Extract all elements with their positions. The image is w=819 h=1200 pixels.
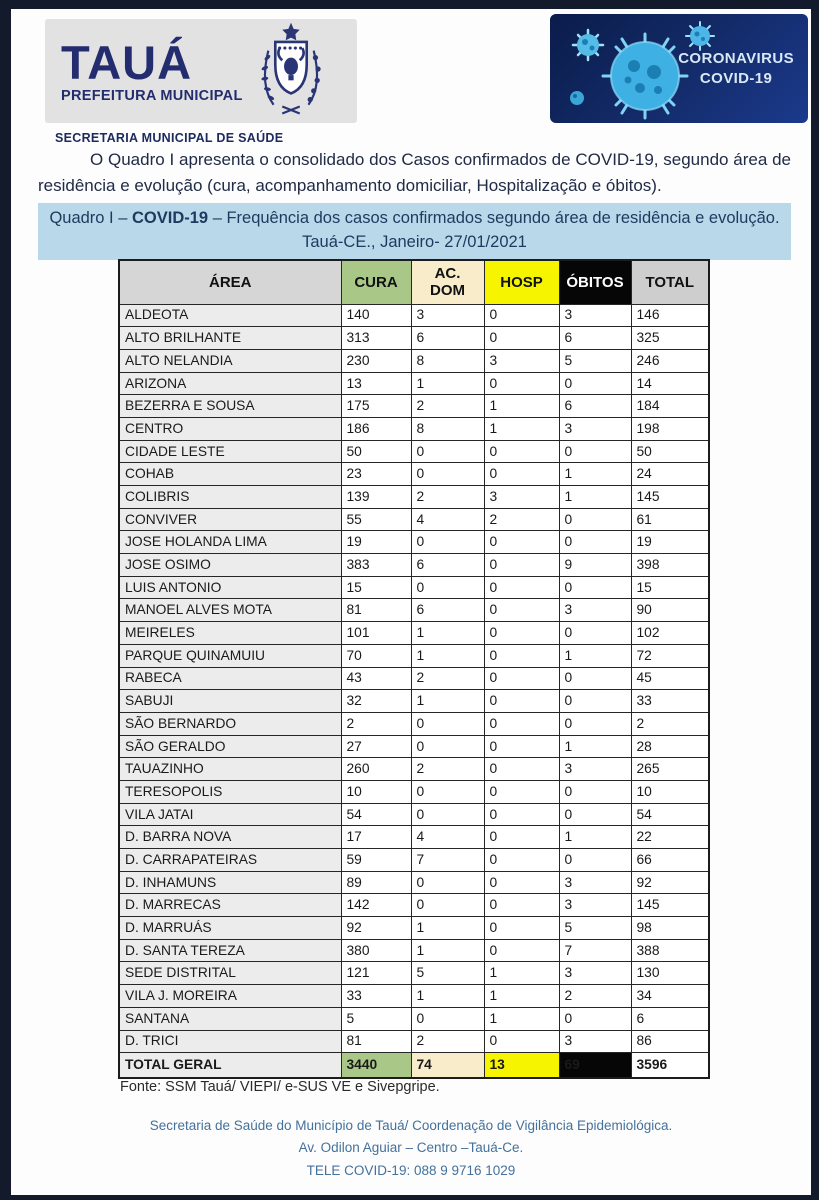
- area-cell: VILA J. MOREIRA: [119, 985, 341, 1008]
- logo-subtitle: PREFEITURA MUNICIPAL: [61, 87, 243, 104]
- value-cell: 1: [411, 372, 484, 395]
- value-cell: 10: [631, 780, 709, 803]
- table-row: [119, 576, 709, 599]
- value-cell: 1: [559, 486, 631, 509]
- banner-line1: CORONAVIRUS: [678, 49, 794, 67]
- value-cell: 1: [484, 985, 559, 1008]
- value-cell: 0: [411, 463, 484, 486]
- total-hosp-cell: 13: [484, 1053, 559, 1078]
- table-row: [119, 735, 709, 758]
- value-cell: 383: [341, 554, 411, 577]
- value-cell: 0: [484, 440, 559, 463]
- area-cell: SÃO GERALDO: [119, 735, 341, 758]
- paper: [11, 9, 811, 1195]
- value-cell: 1: [411, 622, 484, 645]
- value-cell: 0: [484, 531, 559, 554]
- value-cell: 28: [631, 735, 709, 758]
- value-cell: 13: [341, 372, 411, 395]
- table-row: [119, 417, 709, 440]
- value-cell: 8: [411, 349, 484, 372]
- value-cell: 70: [341, 644, 411, 667]
- covid-area-table: [118, 259, 710, 1079]
- area-cell: ALTO BRILHANTE: [119, 327, 341, 350]
- table-row: [119, 849, 709, 872]
- value-cell: 6: [559, 395, 631, 418]
- table-row: [119, 304, 709, 327]
- value-cell: 4: [411, 826, 484, 849]
- header-total: TOTAL: [631, 260, 709, 304]
- table-row: [119, 327, 709, 350]
- quadro-title-line1: Quadro I – COVID-19 – Frequência dos casos confirmados segundo área de residência e evolução.: [49, 209, 780, 227]
- quadro-title-line2: Tauá-CE., Janeiro- 27/01/2021: [302, 232, 527, 251]
- footer-line1: Secretaria de Saúde do Município de Tauá/ Coordenação de Vigilância Epidemiológica.: [149, 1118, 673, 1133]
- area-cell: D. BARRA NOVA: [119, 826, 341, 849]
- value-cell: 4: [411, 508, 484, 531]
- table-row: [119, 599, 709, 622]
- value-cell: 7: [559, 939, 631, 962]
- value-cell: 59: [341, 849, 411, 872]
- value-cell: 3: [411, 304, 484, 327]
- value-cell: 0: [559, 622, 631, 645]
- value-cell: 3: [559, 599, 631, 622]
- area-cell: D. TRICI: [119, 1030, 341, 1053]
- coronavirus-banner: [550, 14, 808, 123]
- value-cell: 6: [411, 327, 484, 350]
- area-cell: D. INHAMUNS: [119, 871, 341, 894]
- table-row: [119, 962, 709, 985]
- value-cell: 0: [559, 690, 631, 713]
- value-cell: 2: [411, 758, 484, 781]
- table-row: [119, 985, 709, 1008]
- value-cell: 1: [484, 395, 559, 418]
- table-row: [119, 826, 709, 849]
- value-cell: 121: [341, 962, 411, 985]
- table-row: [119, 349, 709, 372]
- value-cell: 3: [559, 871, 631, 894]
- area-cell: ALTO NELANDIA: [119, 349, 341, 372]
- value-cell: 2: [411, 667, 484, 690]
- value-cell: 34: [631, 985, 709, 1008]
- value-cell: 146: [631, 304, 709, 327]
- value-cell: 175: [341, 395, 411, 418]
- value-cell: 0: [559, 712, 631, 735]
- value-cell: 0: [559, 780, 631, 803]
- value-cell: 1: [559, 735, 631, 758]
- value-cell: 380: [341, 939, 411, 962]
- value-cell: 15: [631, 576, 709, 599]
- value-cell: 0: [411, 712, 484, 735]
- value-cell: 130: [631, 962, 709, 985]
- area-cell: D. MARRECAS: [119, 894, 341, 917]
- intro-paragraph: O Quadro I apresenta o consolidado dos Casos confirmados de COVID-19, segundo área de residência e evolução (cura, acompanhamento domiciliar, Hospitalização e óbitos).: [38, 150, 791, 196]
- table-row: [119, 758, 709, 781]
- value-cell: 45: [631, 667, 709, 690]
- value-cell: 50: [341, 440, 411, 463]
- value-cell: 0: [411, 440, 484, 463]
- table-header-row: [119, 260, 709, 304]
- value-cell: 89: [341, 871, 411, 894]
- table-row: [119, 871, 709, 894]
- value-cell: 0: [484, 667, 559, 690]
- footer-line3: TELE COVID-19: 088 9 9716 1029: [306, 1162, 516, 1178]
- value-cell: 1: [484, 1007, 559, 1030]
- table-row: [119, 531, 709, 554]
- value-cell: 1: [411, 644, 484, 667]
- value-cell: 5: [559, 917, 631, 940]
- value-cell: 0: [484, 1030, 559, 1053]
- prefeitura-logo: [45, 19, 357, 123]
- value-cell: 6: [559, 327, 631, 350]
- area-cell: CENTRO: [119, 417, 341, 440]
- value-cell: 3: [559, 1030, 631, 1053]
- area-cell: SEDE DISTRITAL: [119, 962, 341, 985]
- table-row: [119, 440, 709, 463]
- value-cell: 1: [484, 417, 559, 440]
- value-cell: 7: [411, 849, 484, 872]
- table-row: [119, 1030, 709, 1053]
- header-area: ÁREA: [119, 260, 341, 304]
- total-cura-cell: 3440: [341, 1053, 411, 1078]
- value-cell: 0: [484, 849, 559, 872]
- value-cell: 1: [411, 985, 484, 1008]
- value-cell: 33: [631, 690, 709, 713]
- area-cell: SÃO BERNARDO: [119, 712, 341, 735]
- value-cell: 54: [341, 803, 411, 826]
- value-cell: 0: [484, 780, 559, 803]
- value-cell: 0: [484, 576, 559, 599]
- value-cell: 33: [341, 985, 411, 1008]
- footer-line2: Av. Odilon Aguiar – Centro –Tauá-Ce.: [298, 1140, 524, 1156]
- value-cell: 145: [631, 894, 709, 917]
- area-cell: JOSE HOLANDA LIMA: [119, 531, 341, 554]
- value-cell: 0: [484, 622, 559, 645]
- area-cell: VILA JATAI: [119, 803, 341, 826]
- value-cell: 145: [631, 486, 709, 509]
- value-cell: 0: [484, 554, 559, 577]
- banner-line2: COVID-19: [699, 69, 773, 87]
- value-cell: 54: [631, 803, 709, 826]
- value-cell: 198: [631, 417, 709, 440]
- value-cell: 3: [559, 962, 631, 985]
- value-cell: 0: [484, 735, 559, 758]
- table-row: [119, 395, 709, 418]
- header-ac-dom: AC. DOM: [411, 260, 484, 304]
- value-cell: 0: [559, 1007, 631, 1030]
- area-cell: MEIRELES: [119, 622, 341, 645]
- table-row: [119, 1007, 709, 1030]
- total-obitos-cell: 69: [559, 1053, 631, 1078]
- value-cell: 142: [341, 894, 411, 917]
- value-cell: 0: [484, 304, 559, 327]
- value-cell: 55: [341, 508, 411, 531]
- value-cell: 17: [341, 826, 411, 849]
- table-row: [119, 939, 709, 962]
- table-row: [119, 690, 709, 713]
- table-row: [119, 803, 709, 826]
- value-cell: 0: [484, 803, 559, 826]
- value-cell: 0: [484, 894, 559, 917]
- value-cell: 1: [559, 463, 631, 486]
- value-cell: 0: [559, 667, 631, 690]
- value-cell: 3: [559, 417, 631, 440]
- value-cell: 5: [411, 962, 484, 985]
- value-cell: 398: [631, 554, 709, 577]
- area-cell: D. SANTA TEREZA: [119, 939, 341, 962]
- table-row: [119, 463, 709, 486]
- value-cell: 0: [484, 644, 559, 667]
- table-row: [119, 486, 709, 509]
- value-cell: 6: [411, 554, 484, 577]
- value-cell: 72: [631, 644, 709, 667]
- value-cell: 92: [341, 917, 411, 940]
- value-cell: 19: [341, 531, 411, 554]
- area-cell: CONVIVER: [119, 508, 341, 531]
- value-cell: 3: [559, 894, 631, 917]
- value-cell: 5: [341, 1007, 411, 1030]
- value-cell: 0: [411, 1007, 484, 1030]
- table-row: [119, 712, 709, 735]
- value-cell: 265: [631, 758, 709, 781]
- quadro-title-banner: [38, 203, 791, 260]
- area-cell: RABECA: [119, 667, 341, 690]
- value-cell: 86: [631, 1030, 709, 1053]
- area-cell: MANOEL ALVES MOTA: [119, 599, 341, 622]
- area-cell: D. MARRUÁS: [119, 917, 341, 940]
- value-cell: 0: [411, 531, 484, 554]
- value-cell: 2: [411, 1030, 484, 1053]
- value-cell: 90: [631, 599, 709, 622]
- value-cell: 14: [631, 372, 709, 395]
- value-cell: 186: [341, 417, 411, 440]
- value-cell: 102: [631, 622, 709, 645]
- value-cell: 1: [411, 690, 484, 713]
- value-cell: 0: [411, 735, 484, 758]
- value-cell: 24: [631, 463, 709, 486]
- value-cell: 0: [484, 599, 559, 622]
- value-cell: 0: [559, 576, 631, 599]
- value-cell: 0: [484, 690, 559, 713]
- logo-title: TAUÁ: [61, 35, 193, 89]
- area-cell: TERESOPOLIS: [119, 780, 341, 803]
- value-cell: 32: [341, 690, 411, 713]
- value-cell: 2: [411, 395, 484, 418]
- value-cell: 5: [559, 349, 631, 372]
- value-cell: 2: [341, 712, 411, 735]
- value-cell: 92: [631, 871, 709, 894]
- area-cell: SABUJI: [119, 690, 341, 713]
- value-cell: 50: [631, 440, 709, 463]
- area-cell: CIDADE LESTE: [119, 440, 341, 463]
- footer: [11, 1115, 811, 1182]
- value-cell: 325: [631, 327, 709, 350]
- value-cell: 2: [411, 486, 484, 509]
- coat-of-arms-icon: [245, 21, 337, 122]
- header-hosp: HOSP: [484, 260, 559, 304]
- logo-text: [61, 35, 243, 104]
- total-geral-cell: 3596: [631, 1053, 709, 1078]
- value-cell: 61: [631, 508, 709, 531]
- area-cell: COLIBRIS: [119, 486, 341, 509]
- value-cell: 0: [559, 440, 631, 463]
- value-cell: 184: [631, 395, 709, 418]
- area-cell: ARIZONA: [119, 372, 341, 395]
- value-cell: 0: [484, 372, 559, 395]
- value-cell: 2: [559, 985, 631, 1008]
- table-row: [119, 372, 709, 395]
- value-cell: 230: [341, 349, 411, 372]
- value-cell: 3: [484, 486, 559, 509]
- value-cell: 22: [631, 826, 709, 849]
- value-cell: 3: [484, 349, 559, 372]
- value-cell: 81: [341, 599, 411, 622]
- value-cell: 313: [341, 327, 411, 350]
- value-cell: 0: [411, 871, 484, 894]
- area-table-body: [119, 304, 709, 1053]
- value-cell: 0: [484, 917, 559, 940]
- area-cell: PARQUE QUINAMUIU: [119, 644, 341, 667]
- value-cell: 19: [631, 531, 709, 554]
- value-cell: 0: [559, 803, 631, 826]
- area-cell: COHAB: [119, 463, 341, 486]
- value-cell: 6: [631, 1007, 709, 1030]
- area-cell: ALDEOTA: [119, 304, 341, 327]
- area-cell: JOSE OSIMO: [119, 554, 341, 577]
- value-cell: 1: [411, 917, 484, 940]
- value-cell: 388: [631, 939, 709, 962]
- value-cell: 6: [411, 599, 484, 622]
- table-row: [119, 508, 709, 531]
- value-cell: 1: [411, 939, 484, 962]
- value-cell: 0: [484, 463, 559, 486]
- table-row: [119, 622, 709, 645]
- value-cell: 139: [341, 486, 411, 509]
- value-cell: 140: [341, 304, 411, 327]
- value-cell: 9: [559, 554, 631, 577]
- table-row: [119, 917, 709, 940]
- header-obitos: ÓBITOS: [559, 260, 631, 304]
- header-cura: CURA: [341, 260, 411, 304]
- value-cell: 1: [559, 644, 631, 667]
- value-cell: 66: [631, 849, 709, 872]
- value-cell: 0: [484, 871, 559, 894]
- value-cell: 23: [341, 463, 411, 486]
- area-cell: LUIS ANTONIO: [119, 576, 341, 599]
- value-cell: 0: [559, 508, 631, 531]
- total-label: TOTAL GERAL: [119, 1053, 341, 1078]
- table-row: [119, 667, 709, 690]
- value-cell: 0: [559, 849, 631, 872]
- value-cell: 0: [559, 531, 631, 554]
- value-cell: 8: [411, 417, 484, 440]
- value-cell: 246: [631, 349, 709, 372]
- secretaria-label: SECRETARIA MUNICIPAL DE SAÚDE: [55, 131, 284, 145]
- value-cell: 260: [341, 758, 411, 781]
- value-cell: 10: [341, 780, 411, 803]
- value-cell: 0: [559, 372, 631, 395]
- value-cell: 1: [484, 962, 559, 985]
- value-cell: 0: [411, 780, 484, 803]
- area-cell: SANTANA: [119, 1007, 341, 1030]
- area-cell: D. CARRAPATEIRAS: [119, 849, 341, 872]
- area-cell: TAUAZINHO: [119, 758, 341, 781]
- source-note: Fonte: SSM Tauá/ VIEPI/ e-SUS VE e Sivepgripe.: [120, 1079, 440, 1095]
- table-row: [119, 894, 709, 917]
- value-cell: 0: [484, 758, 559, 781]
- total-acdom-cell: 74: [411, 1053, 484, 1078]
- value-cell: 0: [484, 826, 559, 849]
- value-cell: 0: [411, 803, 484, 826]
- value-cell: 81: [341, 1030, 411, 1053]
- value-cell: 0: [484, 939, 559, 962]
- value-cell: 3: [559, 758, 631, 781]
- value-cell: 0: [411, 576, 484, 599]
- value-cell: 27: [341, 735, 411, 758]
- area-cell: BEZERRA E SOUSA: [119, 395, 341, 418]
- value-cell: 1: [559, 826, 631, 849]
- value-cell: 0: [484, 712, 559, 735]
- coronavirus-banner-text: [678, 48, 794, 89]
- value-cell: 98: [631, 917, 709, 940]
- table-row: [119, 554, 709, 577]
- value-cell: 101: [341, 622, 411, 645]
- value-cell: 2: [631, 712, 709, 735]
- value-cell: 0: [484, 327, 559, 350]
- value-cell: 3: [559, 304, 631, 327]
- value-cell: 43: [341, 667, 411, 690]
- value-cell: 0: [411, 894, 484, 917]
- table-row: [119, 644, 709, 667]
- value-cell: 2: [484, 508, 559, 531]
- value-cell: 15: [341, 576, 411, 599]
- total-row: [119, 1053, 709, 1078]
- table-row: [119, 780, 709, 803]
